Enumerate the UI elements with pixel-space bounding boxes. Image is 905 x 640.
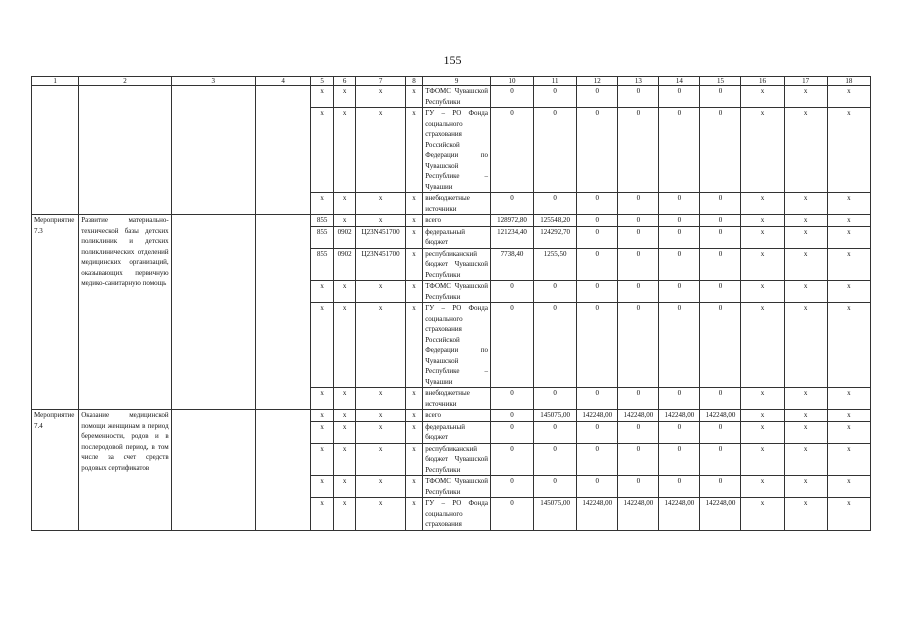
section-code: х [333, 303, 356, 388]
measure-label: Мероприятие 7.3 [32, 215, 79, 410]
value-cell: 0 [577, 226, 618, 248]
value-cell: 0 [534, 421, 577, 443]
value-cell: 0 [534, 108, 577, 193]
section-code: х [333, 86, 356, 108]
value-cell: х [784, 108, 827, 193]
header-cell: 4 [255, 77, 310, 86]
section-code: х [333, 281, 356, 303]
value-cell: 0 [577, 421, 618, 443]
value-cell: х [784, 410, 827, 422]
expense-type-code: х [405, 215, 422, 227]
header-cell: 5 [311, 77, 334, 86]
grbs-code: х [311, 443, 334, 476]
section-code: х [333, 388, 356, 410]
value-cell: х [741, 281, 784, 303]
value-cell: 0 [659, 193, 700, 215]
value-cell: х [827, 443, 870, 476]
header-cell: 1 [32, 77, 79, 86]
funding-source: ГУ – РО Фонда социального страхования Российской Федерации по Чувашской Республике – Чувашии [423, 108, 491, 193]
section-code: х [333, 193, 356, 215]
value-cell: 0 [490, 388, 533, 410]
value-cell: х [741, 248, 784, 281]
grbs-code: х [311, 86, 334, 108]
target-article-code: х [356, 215, 405, 227]
funding-source: ТФОМС Чувашской Республики [423, 86, 491, 108]
value-cell: 0 [534, 193, 577, 215]
value-cell: 0 [490, 303, 533, 388]
value-cell: 0 [700, 86, 741, 108]
value-cell: 0 [618, 443, 659, 476]
value-cell: х [741, 108, 784, 193]
value-cell: 0 [577, 108, 618, 193]
value-cell: 0 [700, 108, 741, 193]
value-cell: 0 [700, 193, 741, 215]
value-cell: х [827, 248, 870, 281]
value-cell: х [827, 108, 870, 193]
header-cell: 8 [405, 77, 422, 86]
value-cell: 0 [577, 388, 618, 410]
section-code: х [333, 421, 356, 443]
funding-source: ТФОМС Чувашской Республики [423, 476, 491, 498]
value-cell: 124292,70 [534, 226, 577, 248]
funding-source: федеральный бюджет [423, 226, 491, 248]
funding-source: всего [423, 215, 491, 227]
target-article-code: х [356, 476, 405, 498]
value-cell: 0 [659, 303, 700, 388]
value-cell: х [784, 86, 827, 108]
header-cell: 7 [356, 77, 405, 86]
section-code: х [333, 443, 356, 476]
expense-type-code: х [405, 193, 422, 215]
value-cell: х [827, 226, 870, 248]
value-cell: х [827, 86, 870, 108]
value-cell: х [741, 388, 784, 410]
value-cell: 145075,00 [534, 410, 577, 422]
value-cell: х [741, 193, 784, 215]
header-cell: 3 [171, 77, 255, 86]
value-cell: 0 [659, 215, 700, 227]
measure-label: Мероприятие 7.4 [32, 410, 79, 531]
value-cell: 142248,00 [577, 498, 618, 531]
value-cell: х [827, 410, 870, 422]
grbs-code: 855 [311, 248, 334, 281]
target-article-code: Ц23N451700 [356, 248, 405, 281]
expense-type-code: х [405, 498, 422, 531]
value-cell: 0 [618, 248, 659, 281]
expense-type-code: х [405, 226, 422, 248]
funding-source: республиканский бюджет Чувашской Республики [423, 443, 491, 476]
value-cell: 0 [577, 193, 618, 215]
target-article-code: х [356, 410, 405, 422]
grbs-code: х [311, 108, 334, 193]
value-cell: х [784, 193, 827, 215]
budget-table [31, 76, 871, 531]
value-cell: 0 [700, 443, 741, 476]
value-cell: 0 [577, 476, 618, 498]
target-article-code: х [356, 303, 405, 388]
section-code: х [333, 410, 356, 422]
value-cell: 0 [700, 215, 741, 227]
expense-type-code: х [405, 108, 422, 193]
measure-description: Развитие материально-технической базы детских поликлиник и детских поликлинических отделений медицинских организаций, оказывающих первичную медико-санитарную помощь [79, 215, 171, 410]
expense-type-code: х [405, 410, 422, 422]
grbs-code: х [311, 421, 334, 443]
value-cell: 0 [490, 281, 533, 303]
value-cell: 0 [534, 388, 577, 410]
value-cell: 128972,80 [490, 215, 533, 227]
value-cell: 0 [700, 476, 741, 498]
value-cell: 0 [618, 421, 659, 443]
value-cell: х [784, 303, 827, 388]
table-row [32, 410, 871, 422]
expense-type-code: х [405, 281, 422, 303]
grbs-code: х [311, 303, 334, 388]
expense-type-code: х [405, 248, 422, 281]
expense-type-code: х [405, 443, 422, 476]
funding-source: республиканский бюджет Чувашской Республики [423, 248, 491, 281]
table-body [32, 77, 871, 531]
value-cell: 0 [659, 388, 700, 410]
value-cell: 142248,00 [659, 498, 700, 531]
value-cell: 0 [618, 226, 659, 248]
value-cell: 0 [618, 303, 659, 388]
grbs-code: х [311, 193, 334, 215]
funding-source: внебюджетные источники [423, 388, 491, 410]
table-row [32, 86, 871, 108]
value-cell: х [741, 498, 784, 531]
value-cell: 0 [659, 476, 700, 498]
target-article-code: х [356, 443, 405, 476]
value-cell: х [827, 498, 870, 531]
value-cell: 0 [659, 421, 700, 443]
header-cell: 6 [333, 77, 356, 86]
value-cell: х [741, 86, 784, 108]
value-cell: 0 [700, 281, 741, 303]
value-cell: 0 [618, 193, 659, 215]
value-cell: 0 [490, 476, 533, 498]
value-cell: 0 [659, 226, 700, 248]
header-cell: 18 [827, 77, 870, 86]
section-code: х [333, 476, 356, 498]
value-cell: 0 [700, 421, 741, 443]
empty-cell-3 [171, 215, 255, 410]
value-cell: 0 [577, 303, 618, 388]
grbs-code: х [311, 410, 334, 422]
value-cell: 0 [618, 215, 659, 227]
value-cell: х [827, 421, 870, 443]
value-cell: 142248,00 [577, 410, 618, 422]
value-cell: х [827, 476, 870, 498]
header-cell: 14 [659, 77, 700, 86]
section-code: х [333, 108, 356, 193]
value-cell: 142248,00 [700, 410, 741, 422]
grbs-code: 855 [311, 215, 334, 227]
value-cell: 0 [700, 303, 741, 388]
value-cell: 142248,00 [700, 498, 741, 531]
value-cell: 0 [490, 108, 533, 193]
funding-source: ГУ – РО Фонда социального страхования [423, 498, 491, 531]
value-cell: 0 [490, 86, 533, 108]
funding-source: ТФОМС Чувашской Республики [423, 281, 491, 303]
value-cell: 142248,00 [618, 410, 659, 422]
value-cell: 0 [618, 281, 659, 303]
value-cell: 0 [577, 86, 618, 108]
table-row [32, 215, 871, 227]
grbs-code: х [311, 476, 334, 498]
value-cell: 0 [490, 410, 533, 422]
grbs-code: х [311, 498, 334, 531]
value-cell: х [784, 215, 827, 227]
value-cell: 0 [534, 476, 577, 498]
value-cell: 125548,20 [534, 215, 577, 227]
empty-cell-3 [171, 410, 255, 531]
section-code: х [333, 498, 356, 531]
value-cell: 0 [490, 193, 533, 215]
value-cell: 121234,40 [490, 226, 533, 248]
header-cell: 17 [784, 77, 827, 86]
header-cell: 16 [741, 77, 784, 86]
value-cell: 7738,40 [490, 248, 533, 281]
empty-cell-3 [171, 86, 255, 215]
header-cell: 12 [577, 77, 618, 86]
value-cell: 1255,50 [534, 248, 577, 281]
value-cell: х [827, 303, 870, 388]
value-cell: х [827, 388, 870, 410]
value-cell: 0 [659, 108, 700, 193]
expense-type-code: х [405, 303, 422, 388]
header-cell: 15 [700, 77, 741, 86]
value-cell: 142248,00 [659, 410, 700, 422]
section-code: 0902 [333, 248, 356, 281]
value-cell: 0 [700, 388, 741, 410]
empty-cell-4 [255, 410, 310, 531]
value-cell: 0 [490, 421, 533, 443]
value-cell: х [741, 303, 784, 388]
empty-cell-4 [255, 215, 310, 410]
value-cell: 0 [577, 215, 618, 227]
value-cell: 0 [618, 108, 659, 193]
target-article-code: х [356, 498, 405, 531]
value-cell: 0 [700, 226, 741, 248]
value-cell: 0 [618, 86, 659, 108]
header-row [32, 77, 871, 86]
value-cell: х [741, 421, 784, 443]
value-cell: х [784, 226, 827, 248]
value-cell: 0 [534, 281, 577, 303]
value-cell: 0 [659, 248, 700, 281]
value-cell: 0 [534, 443, 577, 476]
value-cell: х [784, 498, 827, 531]
measure-label [32, 86, 79, 215]
value-cell: 0 [490, 443, 533, 476]
value-cell: 0 [577, 248, 618, 281]
target-article-code: х [356, 193, 405, 215]
header-cell: 9 [423, 77, 491, 86]
value-cell: х [784, 281, 827, 303]
measure-description: Оказание медицинской помощи женщинам в период беременности, родов и в послеродовой период, в том числе за счет средств родовых сертификатов [79, 410, 171, 531]
target-article-code: х [356, 108, 405, 193]
value-cell: х [741, 410, 784, 422]
expense-type-code: х [405, 388, 422, 410]
target-article-code: х [356, 281, 405, 303]
target-article-code: х [356, 421, 405, 443]
value-cell: х [741, 443, 784, 476]
value-cell: х [827, 193, 870, 215]
value-cell: 0 [577, 281, 618, 303]
value-cell: 145075,00 [534, 498, 577, 531]
value-cell: х [784, 248, 827, 281]
value-cell: 0 [534, 86, 577, 108]
page-number: 155 [443, 53, 462, 67]
value-cell: 0 [618, 476, 659, 498]
value-cell: 0 [534, 303, 577, 388]
value-cell: х [784, 421, 827, 443]
value-cell: 142248,00 [618, 498, 659, 531]
section-code: х [333, 215, 356, 227]
value-cell: х [784, 443, 827, 476]
funding-source: ГУ – РО Фонда социального страхования Российской Федерации по Чувашской Республике – Чувашии [423, 303, 491, 388]
funding-source: внебюджетные источники [423, 193, 491, 215]
target-article-code: х [356, 388, 405, 410]
grbs-code: 855 [311, 226, 334, 248]
value-cell: 0 [659, 443, 700, 476]
header-cell: 13 [618, 77, 659, 86]
value-cell: х [741, 215, 784, 227]
expense-type-code: х [405, 86, 422, 108]
grbs-code: х [311, 281, 334, 303]
value-cell: 0 [490, 498, 533, 531]
header-cell: 2 [79, 77, 171, 86]
value-cell: 0 [618, 388, 659, 410]
empty-cell-4 [255, 86, 310, 215]
expense-type-code: х [405, 476, 422, 498]
value-cell: х [827, 215, 870, 227]
value-cell: х [827, 281, 870, 303]
grbs-code: х [311, 388, 334, 410]
measure-description [79, 86, 171, 215]
funding-source: федеральный бюджет [423, 421, 491, 443]
value-cell: х [784, 388, 827, 410]
value-cell: х [784, 476, 827, 498]
expense-type-code: х [405, 421, 422, 443]
target-article-code: х [356, 86, 405, 108]
header-cell: 11 [534, 77, 577, 86]
value-cell: 0 [700, 248, 741, 281]
target-article-code: Ц23N451700 [356, 226, 405, 248]
funding-source: всего [423, 410, 491, 422]
value-cell: 0 [577, 443, 618, 476]
section-code: 0902 [333, 226, 356, 248]
value-cell: 0 [659, 86, 700, 108]
value-cell: х [741, 476, 784, 498]
value-cell: х [741, 226, 784, 248]
value-cell: 0 [659, 281, 700, 303]
header-cell: 10 [490, 77, 533, 86]
